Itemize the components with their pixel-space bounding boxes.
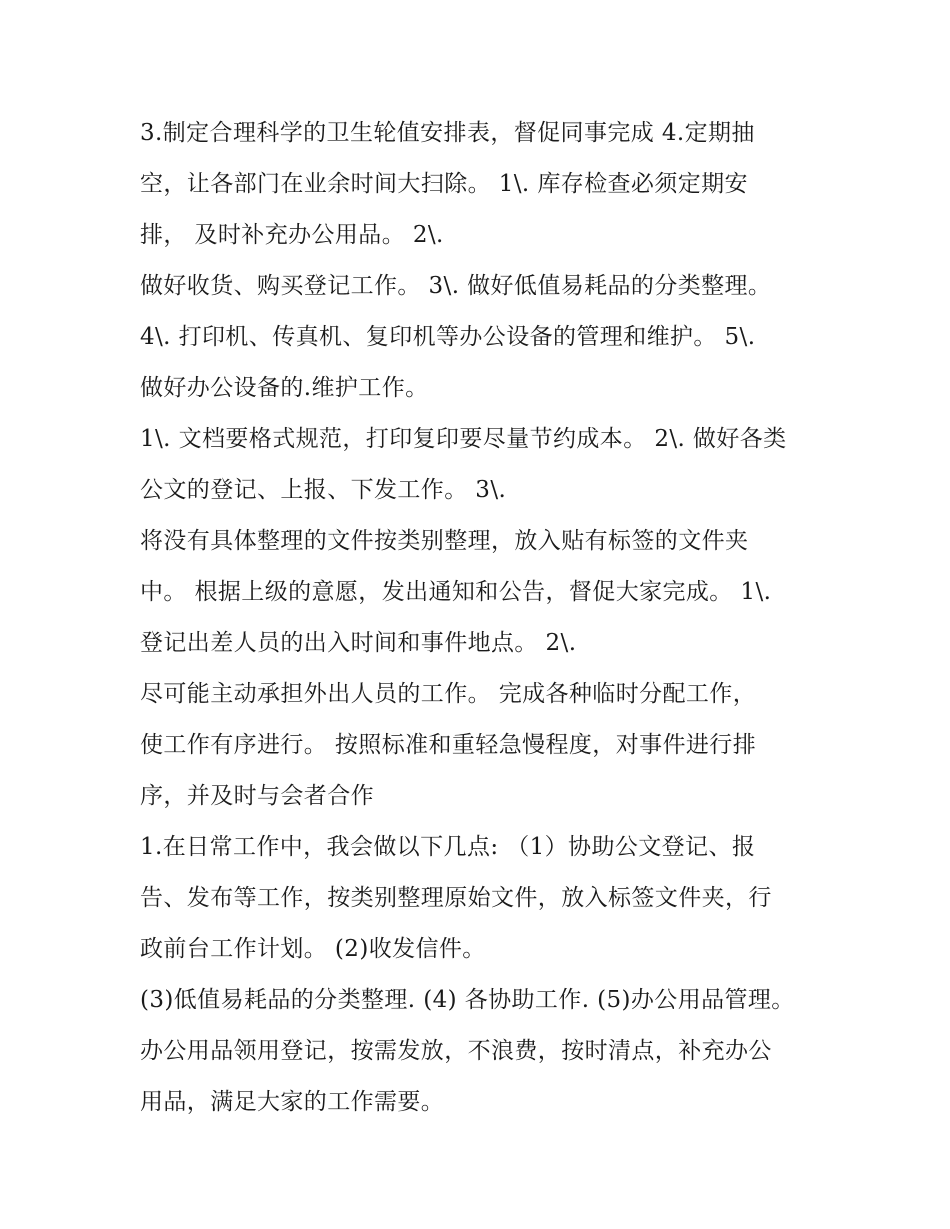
text-line: 公文的登记、上报、下发工作。 3\.	[140, 477, 507, 503]
text-line: 用品，满足大家的工作需要。	[140, 1089, 445, 1115]
text-line: 中。 根据上级的意愿，发出通知和公告，督促大家完成。 1\.	[140, 579, 772, 605]
text-line: 3.制定合理科学的卫生轮值安排表，督促同事完成 4.定期抽	[140, 120, 755, 146]
text-line: 登记出差人员的出入时间和事件地点。 2\.	[140, 630, 577, 656]
text-line: 办公用品领用登记，按需发放，不浪费，按时清点，补充办公	[140, 1038, 772, 1064]
text-line: 1.在日常工作中，我会做以下几点: （1）协助公文登记、报	[140, 834, 756, 860]
text-line: (3)低值易耗品的分类整理. (4) 各协助工作. (5)办公用品管理。	[140, 987, 795, 1013]
text-line: 将没有具体整理的文件按类别整理，放入贴有标签的文件夹	[140, 528, 749, 554]
text-line: 政前台工作计划。 (2)收发信件。	[140, 936, 486, 962]
text-line: 告、发布等工作，按类别整理原始文件，放入标签文件夹，行	[140, 885, 772, 911]
text-line: 做好收货、购买登记工作。 3\. 做好低值易耗品的分类整理。	[140, 273, 772, 299]
text-line: 使工作有序进行。 按照标准和重轻急慢程度，对事件进行排	[140, 732, 757, 758]
text-line: 1\. 文档要格式规范，打印复印要尽量节约成本。 2\. 做好各类	[140, 426, 787, 452]
text-line: 排， 及时补充办公用品。 2\.	[140, 222, 444, 248]
text-line: 做好办公设备的.维护工作。	[140, 375, 429, 401]
text-line: 空，让各部门在业余时间大扫除。 1\. 库存检查必须定期安	[140, 171, 748, 197]
text-line: 4\. 打印机、传真机、复印机等办公设备的管理和维护。 5\.	[140, 324, 756, 350]
document-body	[140, 108, 820, 1128]
text-line: 序，并及时与会者合作	[140, 783, 374, 809]
text-line: 尽可能主动承担外出人员的工作。 完成各种临时分配工作，	[140, 681, 757, 707]
